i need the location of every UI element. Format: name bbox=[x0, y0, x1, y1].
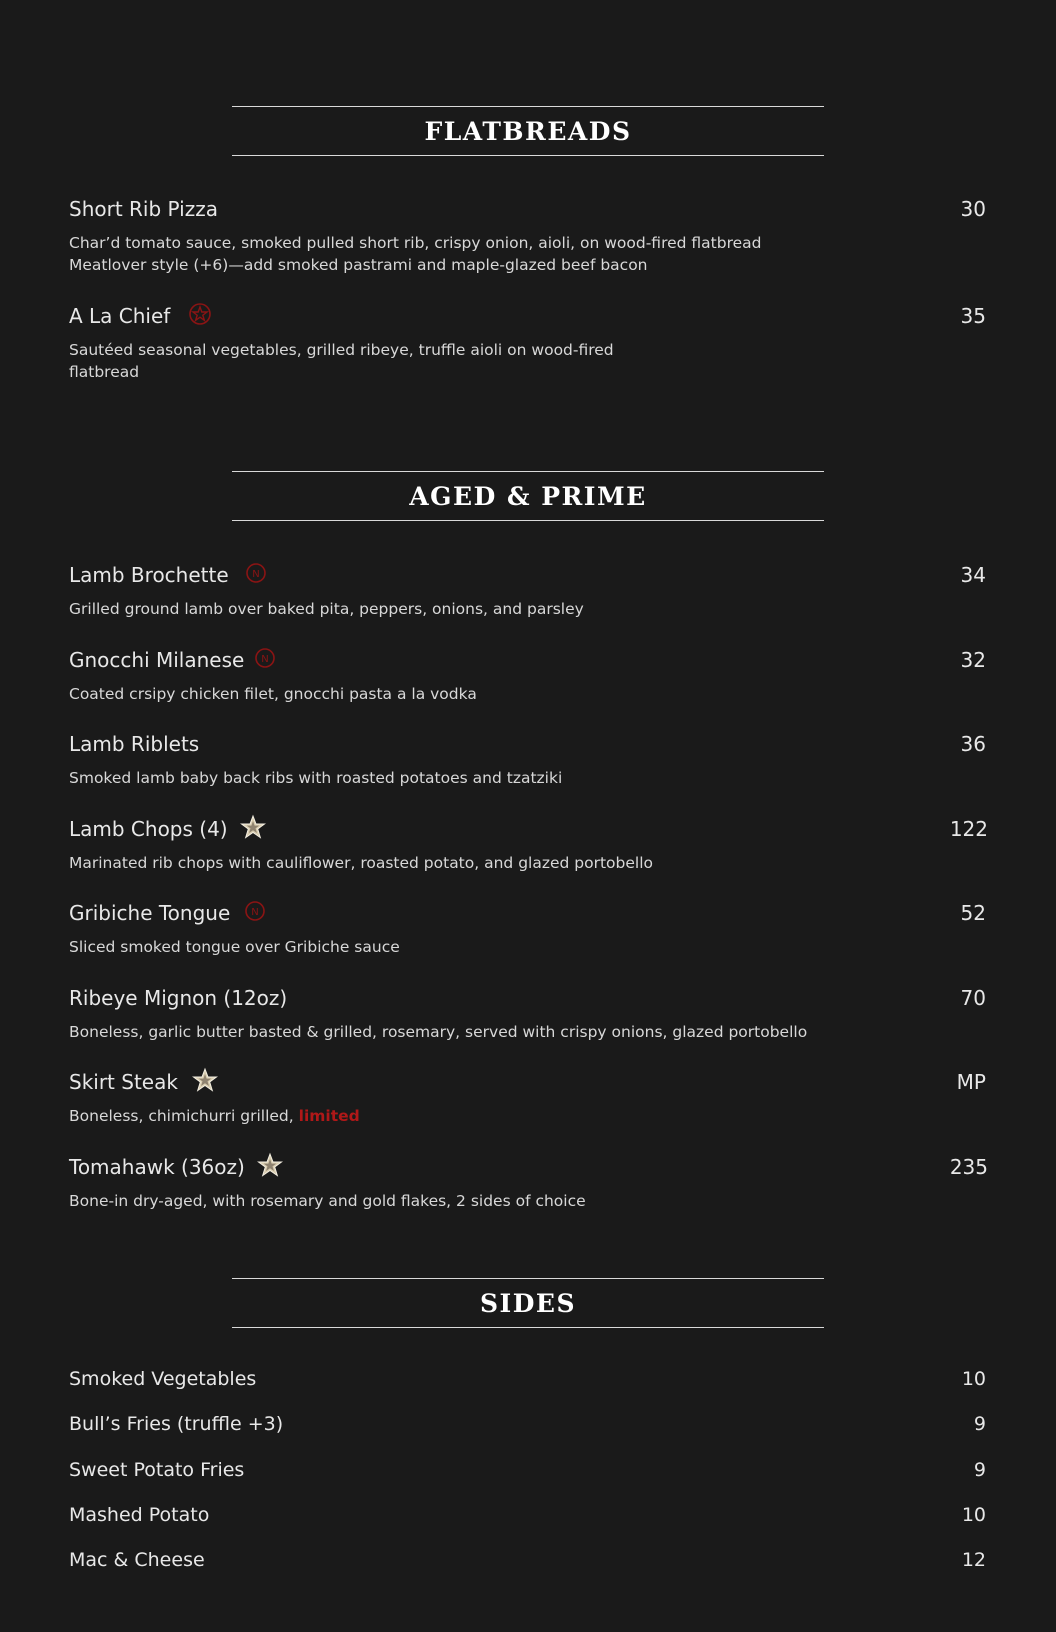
item-price: 122 bbox=[949, 817, 988, 841]
section-title: FLATBREADS bbox=[424, 116, 632, 146]
red-circled-star-icon bbox=[188, 302, 212, 330]
item-price: 35 bbox=[960, 304, 986, 328]
item-name: Gnocchi Milanese bbox=[69, 648, 245, 672]
red-circled-n-icon bbox=[254, 647, 276, 673]
item-description: Coated crsipy chicken filet, gnocchi pasta a la vodka bbox=[69, 685, 477, 703]
description-line: Char’d tomato sauce, smoked pulled short rib, crispy onion, aioli, on wood-fired flatbread bbox=[69, 234, 762, 252]
red-circled-n-icon bbox=[244, 900, 266, 926]
limited-badge: limited bbox=[298, 1107, 360, 1125]
item-name: Short Rib Pizza bbox=[69, 197, 218, 221]
menu-item-skirt-steak bbox=[69, 1067, 986, 1127]
side-name: Smoked Vegetables bbox=[69, 1368, 257, 1390]
menu-item-gnocchi-milanese bbox=[69, 645, 986, 705]
side-name: Mac & Cheese bbox=[69, 1549, 205, 1571]
gold-star-icon bbox=[257, 1152, 283, 1182]
item-name: Ribeye Mignon (12oz) bbox=[69, 986, 288, 1010]
section-header-aged-prime bbox=[232, 471, 824, 521]
side-price: 10 bbox=[961, 1504, 986, 1526]
side-item bbox=[69, 1455, 986, 1485]
item-description: Boneless, garlic butter basted & grilled, rosemary, served with crispy onions, glazed portobello bbox=[69, 1023, 808, 1041]
menu-item-lamb-riblets bbox=[69, 729, 986, 789]
section-title: AGED & PRIME bbox=[409, 481, 647, 511]
svg-text:N: N bbox=[251, 907, 260, 918]
item-description: Grilled ground lamb over baked pita, peppers, onions, and parsley bbox=[69, 600, 584, 618]
item-price: 34 bbox=[960, 563, 986, 587]
side-price: 9 bbox=[973, 1459, 986, 1481]
item-price: 235 bbox=[949, 1155, 988, 1179]
menu-item-tomahawk bbox=[69, 1152, 988, 1212]
item-name: A La Chief bbox=[69, 304, 171, 328]
item-description: Marinated rib chops with cauliflower, roasted potato, and glazed portobello bbox=[69, 854, 653, 872]
item-price: 32 bbox=[960, 648, 986, 672]
side-price: 9 bbox=[973, 1413, 986, 1435]
item-name: Lamb Riblets bbox=[69, 732, 200, 756]
item-name: Skirt Steak bbox=[69, 1070, 178, 1094]
side-item bbox=[69, 1409, 986, 1439]
menu-item-short-rib-pizza bbox=[69, 194, 986, 276]
item-description bbox=[69, 232, 986, 276]
item-description: Bone-in dry-aged, with rosemary and gold flakes, 2 sides of choice bbox=[69, 1192, 586, 1210]
item-name: Lamb Brochette bbox=[69, 563, 229, 587]
red-circled-n-icon bbox=[245, 562, 267, 588]
menu-item-a-la-chief bbox=[69, 301, 986, 383]
side-price: 10 bbox=[961, 1368, 986, 1390]
item-price: MP bbox=[956, 1070, 986, 1094]
item-description: Smoked lamb baby back ribs with roasted potatoes and tzatziki bbox=[69, 769, 563, 787]
item-description: Sautéed seasonal vegetables, grilled ribeye, truffle aioli on wood-fired flatbread bbox=[69, 341, 614, 381]
item-name: Tomahawk (36oz) bbox=[69, 1155, 245, 1179]
side-item bbox=[69, 1500, 986, 1530]
menu-item-lamb-chops bbox=[69, 814, 988, 874]
menu-item-gribiche-tongue bbox=[69, 898, 986, 958]
item-price: 30 bbox=[960, 197, 986, 221]
description-line: Meatlover style (+6)—add smoked pastrami and maple-glazed beef bacon bbox=[69, 256, 648, 274]
section-title: SIDES bbox=[479, 1288, 577, 1318]
gold-star-icon bbox=[192, 1067, 218, 1097]
svg-text:N: N bbox=[251, 569, 260, 580]
section-header-sides bbox=[232, 1278, 824, 1328]
item-price: 36 bbox=[960, 732, 986, 756]
item-description: Sliced smoked tongue over Gribiche sauce bbox=[69, 938, 400, 956]
side-price: 12 bbox=[961, 1549, 986, 1571]
section-header-flatbreads bbox=[232, 106, 824, 156]
side-item bbox=[69, 1545, 986, 1575]
item-name: Gribiche Tongue bbox=[69, 901, 231, 925]
side-name: Mashed Potato bbox=[69, 1504, 210, 1526]
item-price: 70 bbox=[960, 986, 986, 1010]
item-description bbox=[69, 1105, 986, 1127]
item-price: 52 bbox=[960, 901, 986, 925]
menu-item-lamb-brochette bbox=[69, 560, 986, 620]
svg-text:N: N bbox=[261, 654, 270, 665]
side-name: Sweet Potato Fries bbox=[69, 1459, 245, 1481]
item-name: Lamb Chops (4) bbox=[69, 817, 228, 841]
side-name: Bull’s Fries (truffle +3) bbox=[69, 1413, 284, 1435]
menu-item-ribeye-mignon bbox=[69, 983, 986, 1043]
gold-star-icon bbox=[240, 814, 266, 844]
side-item bbox=[69, 1364, 986, 1394]
description-text: Boneless, chimichurri grilled, bbox=[69, 1107, 299, 1125]
